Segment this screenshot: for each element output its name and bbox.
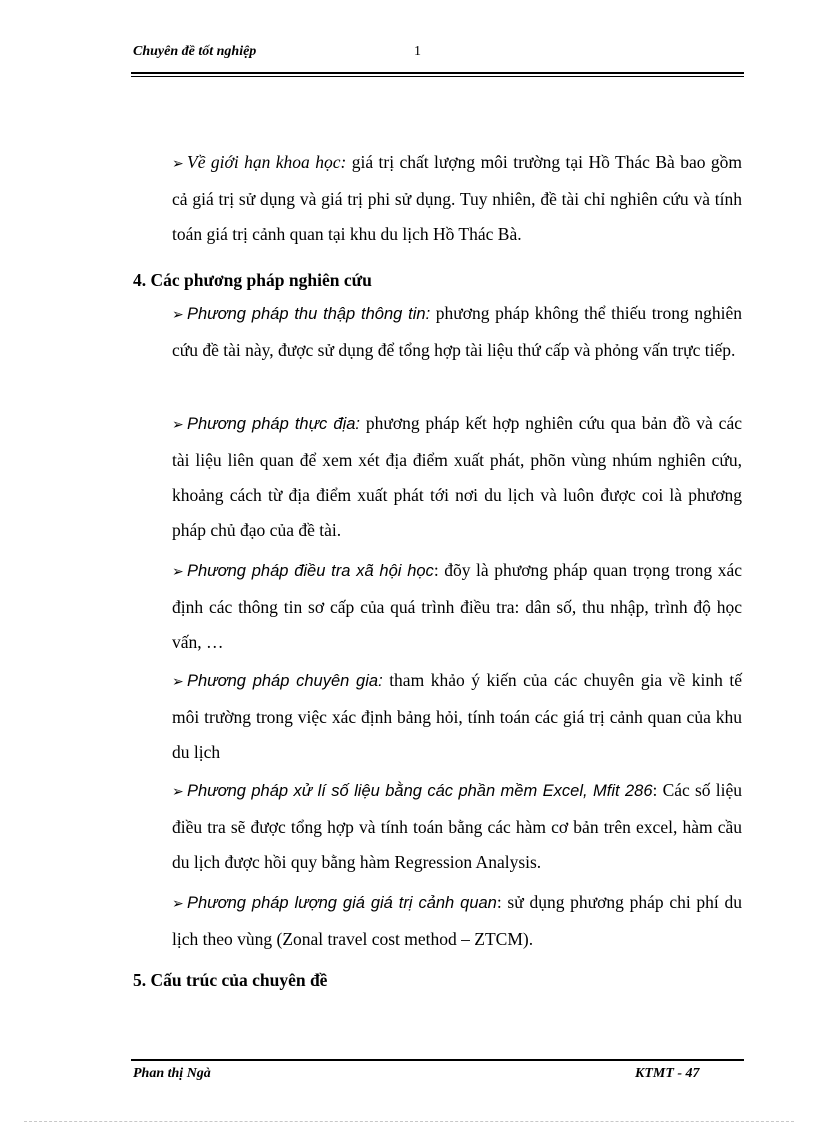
method-lead: Phương pháp xử lí số liệu bằng các phần mềm Excel, Mfit 286 [187, 782, 653, 800]
header-rule-thin [131, 76, 744, 77]
scope-bullet [172, 145, 742, 252]
section-5-heading: 5. Cấu trúc của chuyên đề [133, 970, 328, 990]
section-4-heading: 4. Các phương pháp nghiên cứu [133, 270, 372, 290]
method-text: : đõy là phương pháp quan trọng trong xác định các thông tin sơ cấp của quá trình điều tra: dân số, thu nhập, trình độ học vấn, … [172, 560, 742, 652]
arrow-bullet-icon: ➢ [172, 417, 184, 433]
footer-class-code: KTMT - 47 [635, 1066, 700, 1081]
arrow-bullet-icon: ➢ [172, 564, 184, 580]
page-bottom-divider [24, 1121, 794, 1122]
method-item [172, 663, 742, 770]
arrow-bullet-icon: ➢ [172, 674, 184, 690]
page-header [133, 44, 744, 68]
method-lead: Phương pháp thu thập thông tin: [187, 305, 431, 323]
method-text: : sử dụng phương pháp chi phí du lịch theo vùng (Zonal travel cost method – ZTCM). [172, 892, 743, 949]
method-item [172, 296, 742, 368]
method-text: phương pháp không thể thiếu trong nghiên cứu đề tài này, được sử dụng để tổng hợp tài liệu thứ cấp và phỏng vấn trực tiếp. [172, 303, 742, 360]
arrow-bullet-icon: ➢ [172, 784, 184, 800]
method-lead: Phương pháp thực địa: [187, 415, 360, 433]
method-lead: Phương pháp chuyên gia: [187, 672, 383, 690]
header-rule-thick [131, 72, 744, 74]
method-item [172, 885, 742, 957]
arrow-bullet-icon: ➢ [172, 156, 184, 172]
arrow-bullet-icon: ➢ [172, 896, 184, 912]
footer-rule [131, 1059, 744, 1061]
method-item [172, 553, 742, 660]
method-item [172, 406, 742, 548]
method-text: phương pháp kết hợp nghiên cứu qua bản đồ và các tài liệu liên quan để xem xét địa điểm xuất phát, phõn vùng nhúm nghiên cứu, khoảng cách từ địa điểm xuất phát tới nơi du lịch và luôn được coi là phương pháp chủ đạo của đề tài. [172, 413, 742, 540]
method-text: tham khảo ý kiến của các chuyên gia về kinh tế môi trường trong việc xác định bảng hỏi, tính toán các giá trị cảnh quan của khu du lịch [172, 670, 743, 762]
footer-author: Phan thị Ngà [133, 1066, 211, 1081]
header-title: Chuyên đề tốt nghiệp [133, 44, 257, 59]
method-lead: Phương pháp lượng giá giá trị cảnh quan [187, 894, 497, 912]
page-number: 1 [414, 44, 421, 59]
method-text: : Các số liệu điều tra sẽ được tổng hợp và tính toán bằng các hàm cơ bản trên excel, hàm cầu du lịch được hồi quy bằng hàm Regression Analysis. [172, 780, 743, 872]
arrow-bullet-icon: ➢ [172, 307, 184, 323]
bullet-lead: Về giới hạn khoa học: [187, 152, 347, 172]
method-lead: Phương pháp điều tra xã hội học [187, 562, 434, 580]
bullet-text: giá trị chất lượng môi trường tại Hồ Thác Bà bao gồm cả giá trị sử dụng và giá trị phi sử dụng. Tuy nhiên, đề tài chỉ nghiên cứu và tính toán giá trị cảnh quan tại khu du lịch Hồ Thác Bà. [172, 152, 742, 244]
method-item [172, 773, 742, 880]
